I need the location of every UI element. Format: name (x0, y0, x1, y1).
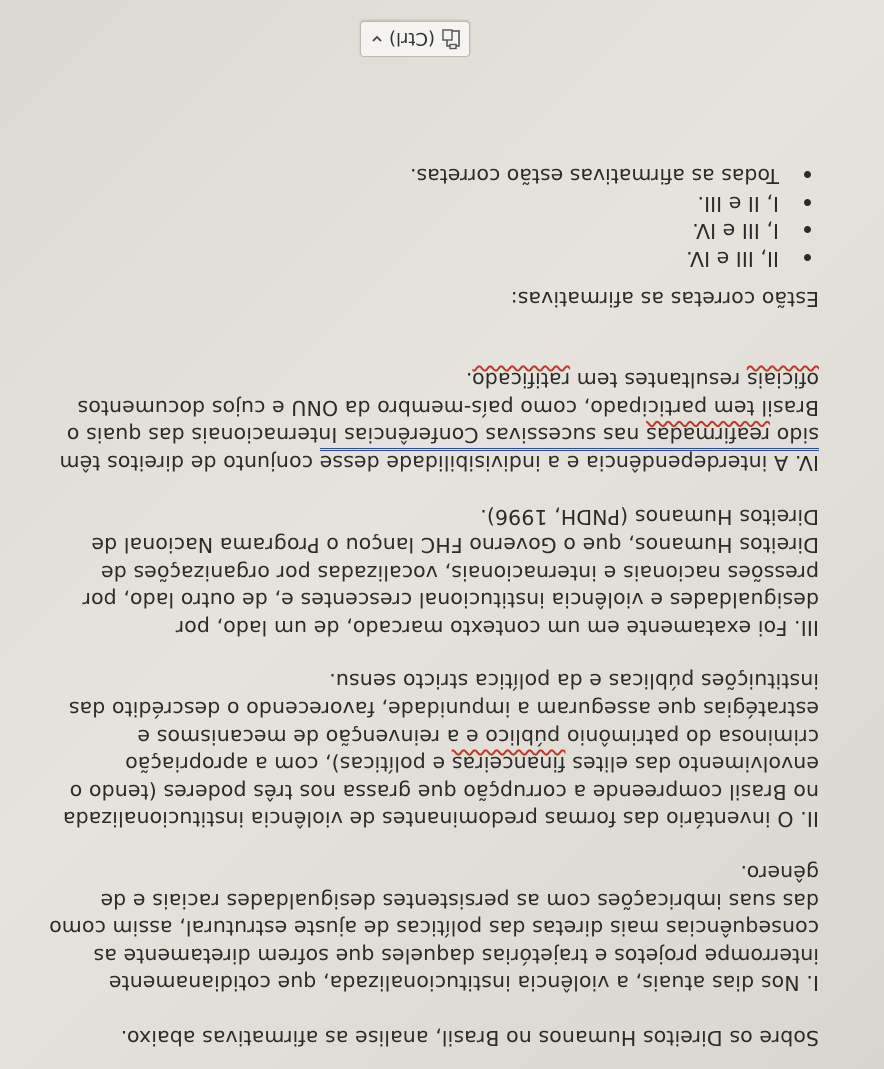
bullet-icon (804, 171, 811, 178)
spellcheck-word: oficiais (746, 368, 819, 393)
statement-2-part-a: II. O inventário das formas predominantes de violência institucionalizada no Brasil compreende a corrupção que grassa nos três poderes (tendo o envolvimento das elites (62, 752, 819, 832)
bullet-icon (804, 199, 811, 206)
option-label: Todas as afirmativas estão corretas. (409, 164, 779, 189)
chevron-down-icon (371, 34, 383, 44)
option-label: II, III e IV. (686, 246, 779, 271)
statement-4 (49, 366, 819, 476)
option-label: I, II e III. (697, 191, 779, 216)
paste-shortcut-label: (Ctrl) (388, 28, 435, 50)
statement-3: III. Foi exatamente em um contexto marcado, de um lado, por desigualdades e violência institucional crescentes e, de outro lado, por pressões nacionais e internacionais, vocalizadas por organizações de Direitos Humanos, que o Governo FHC lançou o Programa Nacional de Direitos Humanos (PNDH, 1996). (82, 505, 819, 640)
highlighted-phrase: IV. A interdependência e a indivisibilidade desse (320, 448, 819, 475)
bullet-icon (804, 254, 811, 261)
option-item[interactable] (49, 217, 819, 245)
statement-1: I. Nos dias atuais, a violência institucionalizada, que cotidianamente interrompe projetos e trajetórias daqueles que sofrem diretamente as consequências mais diretas das políticas de ajuste estrutural, assim como das suas imbricações com as persistentes desigualdades raciais e de gênero. (49, 861, 819, 996)
statement-4-part-c: resultantes tem (570, 368, 747, 393)
question-prompt: Estão corretas as afirmativas: (510, 286, 819, 311)
option-item[interactable] (49, 189, 819, 217)
bullet-icon (804, 226, 811, 233)
option-item[interactable] (49, 162, 819, 190)
spellcheck-word: financeiras (451, 752, 566, 777)
statement-2 (49, 667, 819, 833)
question-intro: Sobre os Direitos Humanos no Brasil, analise as afirmativas abaixo. (120, 1026, 819, 1050)
clipboard-icon (441, 28, 461, 50)
statement-4-end: . (465, 368, 473, 393)
question-content (49, 162, 819, 1051)
paste-options-button[interactable] (360, 21, 470, 57)
spellcheck-word: ratificado (472, 368, 571, 393)
answer-options (49, 162, 819, 272)
spellcheck-word: reafirmadas (646, 423, 771, 448)
option-item[interactable] (49, 244, 819, 272)
statement-4-part-b: nas sucessivas Conferências Internacionais das quais o Brasil tem participado, como país-membro da ONU e cujos documentos (66, 395, 819, 448)
statement-4-part-a: conjunto de direitos têm sido (59, 423, 819, 475)
statement-2-part-b: e políticas), com a apropriação criminosa do patrimônio público e a reinvenção de mecanismos e estratégias que asseguram a impunidade, favorecendo o descrédito das instituições públicas e da política stricto sensu. (68, 669, 819, 777)
option-label: I, III e IV. (692, 219, 779, 244)
